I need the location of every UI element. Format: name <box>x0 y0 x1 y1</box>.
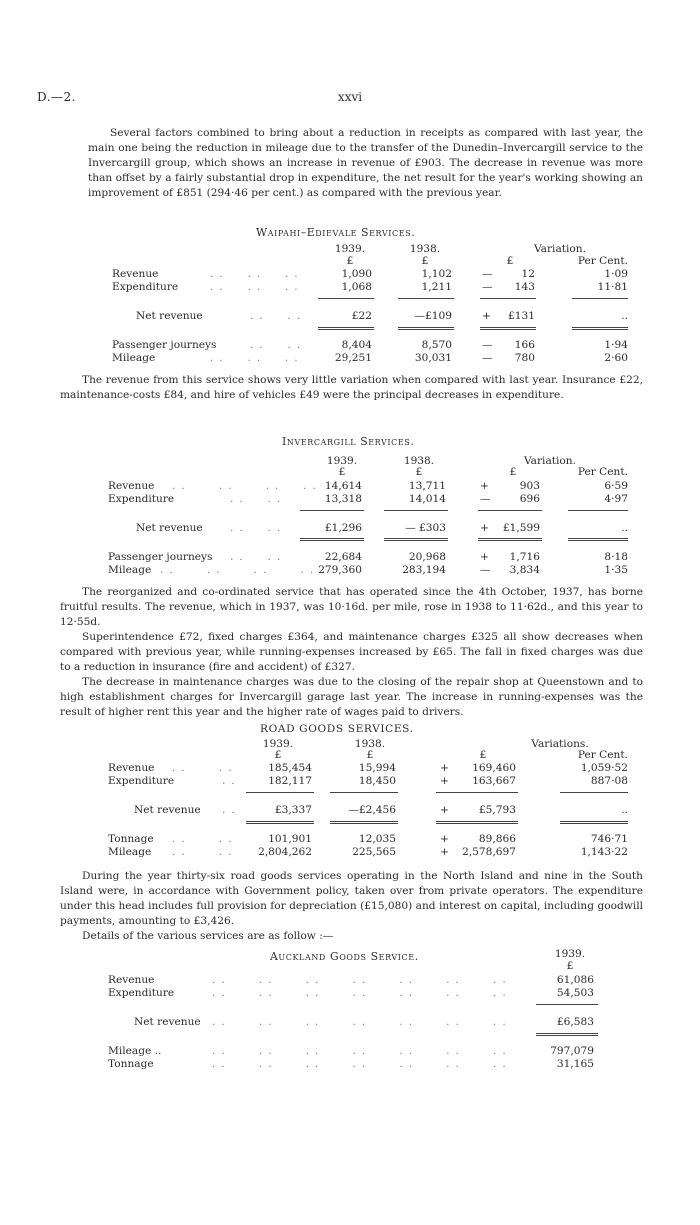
paragraph-maintenance-text: The decrease in maintenance charges was due to the closing of the repair shop at Queenstown and to high establishment charges for Invercargill garage last year. The increase in running-expenses was the result of higher rent this year and the higher rate of wages paid to drivers. <box>60 676 643 718</box>
leader-dots: .. .. .. .. <box>172 480 322 492</box>
invercargill-row-var: 696 <box>519 493 540 505</box>
invercargill-row-pct: 1·35 <box>604 564 628 576</box>
page-header <box>37 90 663 108</box>
auckland-col-1939: 1939. <box>554 948 586 960</box>
invercargill-unit-pct: Per Cent. <box>577 466 628 478</box>
rule <box>318 298 374 299</box>
invercargill-row-sign: — <box>480 493 491 505</box>
paragraph-details <box>60 929 643 944</box>
waipahi-row-1938: —£109 <box>414 310 452 322</box>
invercargill-row-sign: + <box>480 522 489 534</box>
page-number: xxvi <box>337 90 363 104</box>
waipahi-row-var: 12 <box>521 268 535 280</box>
waipahi-row-1939: 1,068 <box>341 281 372 293</box>
double-rule <box>480 327 536 330</box>
road-row-label: Tonnage <box>108 833 154 845</box>
invercargill-col-variation: Variation. <box>524 455 576 467</box>
waipahi-row-pct: 1·09 <box>604 268 628 280</box>
waipahi-row-sign: — <box>482 352 493 364</box>
paragraph-maintenance <box>60 675 643 720</box>
waipahi-row-sign: + <box>482 310 491 322</box>
waipahi-row-pct: 2·60 <box>604 352 628 364</box>
double-rule <box>318 327 374 330</box>
double-rule <box>478 538 542 541</box>
double-rule <box>572 327 628 330</box>
leader-dots: .. .. <box>172 762 238 774</box>
waipahi-row-1938: 1,211 <box>421 281 452 293</box>
auckland-row-value: 31,165 <box>556 1058 594 1070</box>
auckland-row-label: Net revenue <box>134 1016 201 1028</box>
invercargill-row-sign: + <box>480 551 489 563</box>
road-row-1939: 185,454 <box>268 762 312 774</box>
paragraph-superintendence-text: Superintendence £72, fixed charges £364, and maintenance charges £325 all show decreases when compared with previous year, while running-expenses increased by £65. The fall in fixed charges was due to a reduction in insurance (fire and accident) of £327. <box>60 631 643 673</box>
invercargill-row-var: £1,599 <box>502 522 540 534</box>
invercargill-row-1939: 14,614 <box>324 480 362 492</box>
waipahi-row-label: Mileage <box>112 352 156 364</box>
invercargill-col-1939: 1939. <box>326 455 358 467</box>
rule <box>300 510 364 511</box>
waipahi-row-label: Revenue <box>112 268 159 280</box>
waipahi-row-1939: 8,404 <box>341 339 372 351</box>
paragraph-road-goods-text: During the year thirty-six road goods services operating in the North Island and nine in the South Island were, in accordance with Government policy, taken over from private operators. The expenditure under this head includes full provision for depreciation (£15,080) and interest on capital, including goodwill payments, amounting to £3,426. <box>60 870 643 927</box>
leader-dots: .. .. .. .. .. .. .. <box>212 987 512 999</box>
leader-dots: .. .. .. .. .. .. .. <box>212 1058 512 1070</box>
leader-dots: .. .. <box>172 833 238 845</box>
invercargill-row-var: 3,834 <box>509 564 540 576</box>
road-row-pct: 887·08 <box>590 775 628 787</box>
paragraph-reorganized-text: The reorganized and co-ordinated service that has operated since the 4th October, 1937, has borne fruitful results. The revenue, which in 1937, was 10·16d. per mile, rose in 1938 to 11·62d., and this year to 12·55d. <box>60 586 643 628</box>
invercargill-col-1938: 1938. <box>403 455 435 467</box>
auckland-row-value: 61,086 <box>556 974 594 986</box>
waipahi-row-label: Passenger journeys <box>112 339 217 351</box>
waipahi-unit-pct: Per Cent. <box>577 255 628 267</box>
invercargill-row-sign: — <box>480 564 491 576</box>
road-row-sign: + <box>440 846 449 858</box>
road-row-label: Mileage <box>108 846 152 858</box>
leader-dots: .. .. .. .. .. .. .. <box>212 1016 512 1028</box>
invercargill-row-1939: 279,360 <box>318 564 362 576</box>
waipahi-row-var: 143 <box>514 281 535 293</box>
rule <box>246 792 314 793</box>
road-row-label: Revenue <box>108 762 155 774</box>
invercargill-row-label: Passenger journeys <box>108 551 213 563</box>
double-rule <box>384 538 448 541</box>
waipahi-row-var: 780 <box>514 352 535 364</box>
road-row-pct: .. <box>621 804 628 816</box>
road-row-var: £5,793 <box>478 804 516 816</box>
paragraph-intro-text: Several factors combined to bring about a reduction in receipts as compared with last year, the main one being the reduction in mileage due to the transfer of the Dunedin–Invercargill service to the Invercargill group, which shows an increase in revenue of £903. The decrease in revenue was more than offset by a fairly substantial drop in expenditure, the net result for the year's working showing an improvement of £851 (294·46 per cent.) as compared with the previous year. <box>88 127 643 199</box>
leader-dots: .. .. .. .. .. .. .. <box>212 1045 512 1057</box>
road-unit-1939: £ <box>274 749 282 761</box>
auckland-row-label: Mileage .. <box>108 1045 162 1057</box>
rule <box>568 510 628 511</box>
road-row-label: Expenditure <box>108 775 175 787</box>
auckland-unit: £ <box>566 960 574 972</box>
double-rule <box>398 327 454 330</box>
auckland-row-label: Revenue <box>108 974 155 986</box>
rule <box>478 510 542 511</box>
leader-dots: .. .. <box>230 493 287 505</box>
road-row-1939: 101,901 <box>268 833 312 845</box>
road-row-sign: + <box>440 775 449 787</box>
double-rule <box>436 821 518 824</box>
double-rule <box>568 538 628 541</box>
invercargill-row-1939: £1,296 <box>324 522 362 534</box>
paragraph-superintendence <box>60 630 643 675</box>
invercargill-row-1938: 14,014 <box>408 493 446 505</box>
leader-dots: .. .. .. .. .. .. .. <box>212 974 512 986</box>
waipahi-unit-1938: £ <box>421 255 429 267</box>
invercargill-row-1938: 20,968 <box>408 551 446 563</box>
invercargill-row-1939: 13,318 <box>324 493 362 505</box>
double-rule <box>330 821 398 824</box>
paragraph-road-goods <box>60 869 643 929</box>
double-rule <box>246 821 314 824</box>
waipahi-row-1939: £22 <box>351 310 372 322</box>
auckland-title: Auckland Goods Service. <box>270 950 419 963</box>
leader-dots: .. .. .. .. <box>160 564 320 576</box>
invercargill-row-1938: 13,711 <box>408 480 446 492</box>
rule <box>330 792 398 793</box>
auckland-row-value: 797,079 <box>550 1045 594 1057</box>
document-reference: D.—2. <box>37 90 76 104</box>
paragraph-waipahi-notes <box>60 373 643 403</box>
waipahi-row-var: 166 <box>514 339 535 351</box>
invercargill-title: Invercargill Services. <box>282 435 415 448</box>
road-row-sign: + <box>440 762 449 774</box>
invercargill-row-1938: — £303 <box>405 522 446 534</box>
waipahi-unit-1939: £ <box>346 255 354 267</box>
invercargill-row-pct: 4·97 <box>604 493 628 505</box>
road-row-sign: + <box>440 833 449 845</box>
waipahi-row-pct: 11·81 <box>597 281 628 293</box>
waipahi-row-sign: — <box>482 268 493 280</box>
leader-dots: .. .. <box>230 551 287 563</box>
leader-dots: .. .. .. <box>210 281 304 293</box>
rule <box>436 792 518 793</box>
auckland-row-label: Expenditure <box>108 987 175 999</box>
road-row-pct: 1,059·52 <box>580 762 628 774</box>
invercargill-row-label: Expenditure <box>108 493 175 505</box>
road-row-1939: 182,117 <box>268 775 312 787</box>
waipahi-row-sign: — <box>482 281 493 293</box>
rule <box>398 298 454 299</box>
road-row-var: 169,460 <box>472 762 516 774</box>
rule <box>536 1004 598 1005</box>
double-rule <box>536 1033 598 1036</box>
leader-dots: .. <box>222 804 241 816</box>
waipahi-row-sign: — <box>482 339 493 351</box>
invercargill-row-var: 903 <box>519 480 540 492</box>
waipahi-title: Waipahi–Edievale Services. <box>256 226 416 239</box>
invercargill-row-sign: + <box>480 480 489 492</box>
auckland-row-value: £6,583 <box>556 1016 594 1028</box>
waipahi-row-label: Expenditure <box>112 281 179 293</box>
double-rule <box>560 821 628 824</box>
double-rule <box>300 538 364 541</box>
waipahi-row-var: £131 <box>508 310 535 322</box>
waipahi-row-pct: 1·94 <box>604 339 628 351</box>
leader-dots: .. .. <box>250 339 307 351</box>
waipahi-row-1939: 29,251 <box>334 352 372 364</box>
invercargill-unit-var: £ <box>509 466 517 478</box>
auckland-row-label: Tonnage <box>108 1058 154 1070</box>
waipahi-row-1938: 8,570 <box>421 339 452 351</box>
invercargill-row-pct: 8·18 <box>604 551 628 563</box>
rule <box>560 792 628 793</box>
invercargill-row-1938: 283,194 <box>402 564 446 576</box>
road-row-1938: 12,035 <box>358 833 396 845</box>
leader-dots: .. .. <box>230 522 287 534</box>
road-unit-var: £ <box>479 749 487 761</box>
road-col-1939: 1939. <box>262 738 294 750</box>
waipahi-row-1939: 1,090 <box>341 268 372 280</box>
road-row-1939: £3,337 <box>274 804 312 816</box>
invercargill-unit-1939: £ <box>338 466 346 478</box>
rule <box>384 510 448 511</box>
road-row-pct: 1,143·22 <box>580 846 628 858</box>
waipahi-row-label: Net revenue <box>136 310 203 322</box>
waipahi-unit-var: £ <box>506 255 514 267</box>
road-row-sign: + <box>440 804 449 816</box>
paragraph-waipahi-notes-text: The revenue from this service shows very little variation when compared with last year. Insurance £22, maintenance-costs £84, and hire of vehicles £49 were the principal decreases in expenditure. <box>60 374 643 401</box>
leader-dots: .. .. <box>172 846 238 858</box>
paragraph-details-text: Details of the various services are as follow :— <box>82 930 334 942</box>
rule <box>572 298 628 299</box>
waipahi-col-variation: Variation. <box>534 243 586 255</box>
leader-dots: .. .. .. <box>210 352 304 364</box>
invercargill-row-pct: 6·59 <box>604 480 628 492</box>
road-row-var: 89,866 <box>478 833 516 845</box>
rule <box>480 298 536 299</box>
road-row-1938: —£2,456 <box>348 804 396 816</box>
invercargill-row-label: Revenue <box>108 480 155 492</box>
road-row-1939: 2,804,262 <box>258 846 312 858</box>
leader-dots: .. .. .. <box>210 268 304 280</box>
waipahi-col-1939: 1939. <box>334 243 366 255</box>
road-row-1938: 225,565 <box>352 846 396 858</box>
invercargill-row-label: Net revenue <box>136 522 203 534</box>
invercargill-row-1939: 22,684 <box>324 551 362 563</box>
road-col-1938: 1938. <box>354 738 386 750</box>
leader-dots: .. .. <box>250 310 307 322</box>
waipahi-row-1938: 30,031 <box>414 352 452 364</box>
waipahi-row-pct: .. <box>621 310 628 322</box>
road-col-variation: Variations. <box>531 738 589 750</box>
leader-dots: .. <box>222 775 241 787</box>
paragraph-reorganized <box>60 585 643 630</box>
road-row-label: Net revenue <box>134 804 201 816</box>
road-goods-title: ROAD GOODS SERVICES. <box>260 723 414 735</box>
road-row-1938: 15,994 <box>358 762 396 774</box>
auckland-row-value: 54,503 <box>556 987 594 999</box>
invercargill-row-var: 1,716 <box>509 551 540 563</box>
paragraph-intro <box>88 126 643 201</box>
road-unit-1938: £ <box>366 749 374 761</box>
road-row-var: 2,578,697 <box>462 846 516 858</box>
road-row-pct: 746·71 <box>590 833 628 845</box>
invercargill-row-pct: .. <box>621 522 628 534</box>
waipahi-col-1938: 1938. <box>409 243 441 255</box>
invercargill-unit-1938: £ <box>415 466 423 478</box>
road-unit-pct: Per Cent. <box>577 749 628 761</box>
road-row-var: 163,667 <box>472 775 516 787</box>
road-row-1938: 18,450 <box>358 775 396 787</box>
invercargill-row-label: Mileage <box>108 564 152 576</box>
waipahi-row-1938: 1,102 <box>421 268 452 280</box>
